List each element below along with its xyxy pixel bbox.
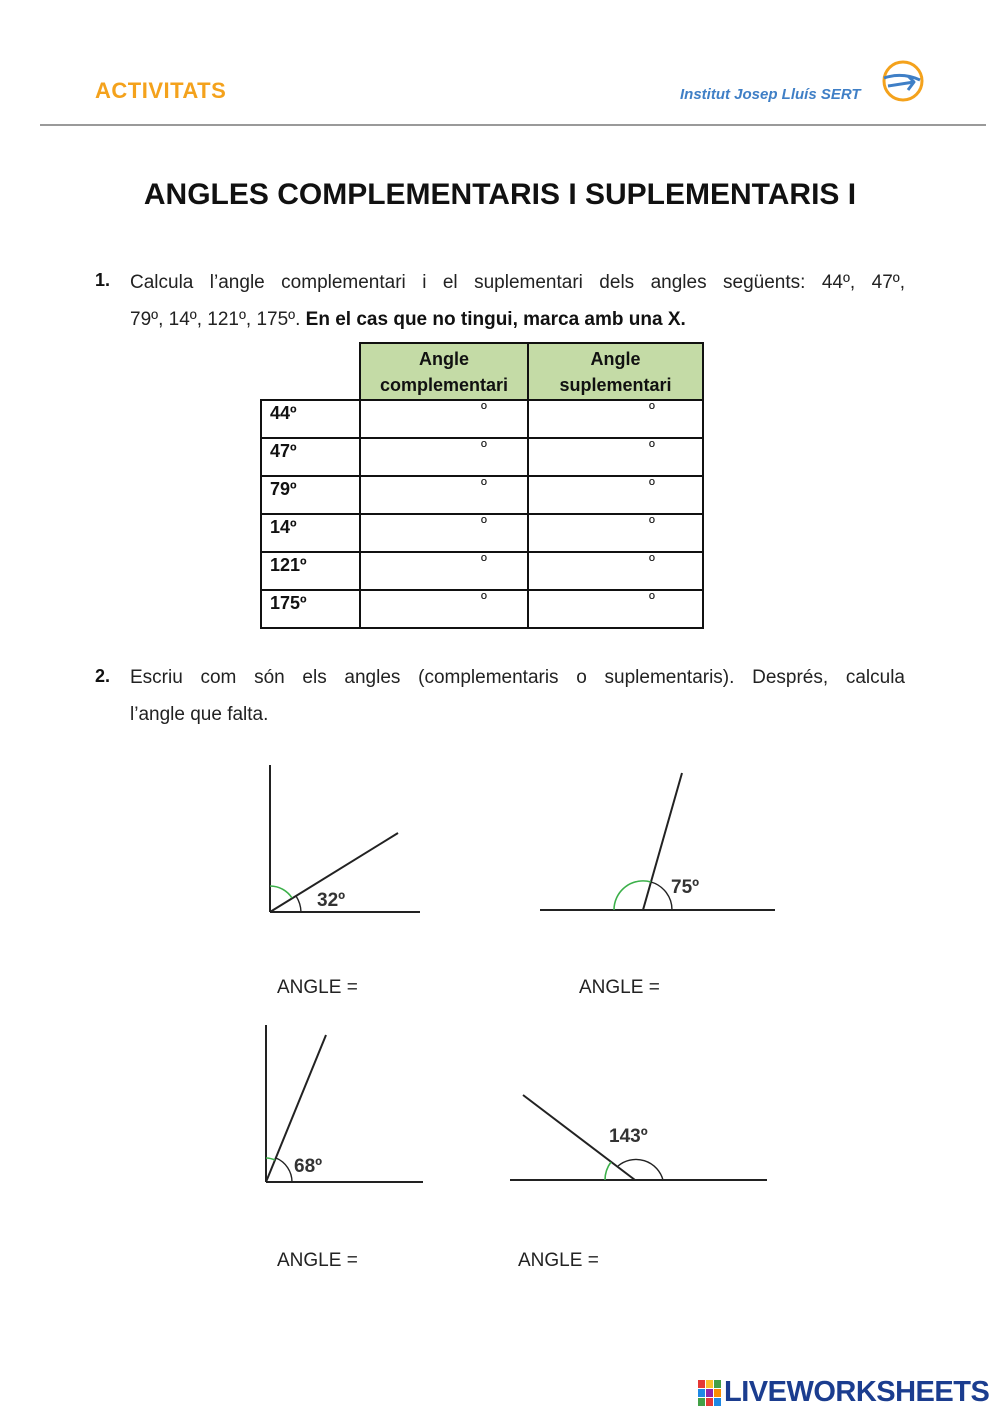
header-suplementari (528, 343, 703, 400)
answer-label-3: ANGLE = (277, 1250, 358, 1271)
header-complementari (360, 343, 528, 400)
angle-figure-3 (258, 1022, 428, 1190)
angle-figure-4 (505, 1088, 775, 1188)
question-1-number: 1. (95, 270, 111, 290)
table-row (261, 514, 703, 552)
angle-label-3: 68º (294, 1156, 323, 1177)
row-label: 47º (261, 438, 360, 476)
suplementari-answer-cell[interactable] (528, 514, 703, 552)
angle-figure-1 (260, 760, 430, 920)
complementari-answer-cell[interactable] (360, 438, 528, 476)
degree-symbol: º (481, 591, 487, 608)
suplementari-answer-cell[interactable] (528, 552, 703, 590)
degree-symbol: º (649, 401, 655, 418)
liveworksheets-logo-icon (697, 1378, 723, 1408)
activitats-heading: ACTIVITATS (95, 78, 227, 103)
question-1-line2-bold: En el cas que no tingui, marca amb una X. (305, 309, 686, 330)
question-2-text-line1: Escriu com són els angles (complementaris o suplementaris). Després, calcula (130, 667, 905, 688)
header-divider (40, 124, 986, 126)
header-complementari-line2: complementari (379, 374, 509, 395)
suplementari-answer-cell[interactable] (528, 438, 703, 476)
table-corner (261, 343, 360, 400)
degree-symbol: º (649, 515, 655, 532)
suplementari-answer-cell[interactable] (528, 476, 703, 514)
angle-figure-2 (535, 765, 780, 920)
degree-symbol: º (481, 515, 487, 532)
row-label: 121º (261, 552, 360, 590)
page-title: ANGLES COMPLEMENTARIS I SUPLEMENTARIS I (143, 178, 857, 211)
question-2-number: 2. (95, 666, 111, 686)
row-label: 79º (261, 476, 360, 514)
degree-symbol: º (481, 553, 487, 570)
degree-symbol: º (481, 401, 487, 418)
degree-symbol: º (649, 553, 655, 570)
institut-logo-icon (878, 60, 928, 102)
question-1-text-line1: Calcula l’angle complementari i el suplementari dels angles següents: 44º, 47º, (130, 272, 905, 293)
header-suplementari-line2: suplementari (559, 374, 672, 395)
complementari-answer-cell[interactable] (360, 400, 528, 438)
row-label: 14º (261, 514, 360, 552)
header-complementari-line1: Angle (418, 348, 469, 369)
answer-label-1: ANGLE = (277, 977, 358, 998)
row-label: 175º (261, 590, 360, 628)
table-row (261, 552, 703, 590)
complementari-answer-cell[interactable] (360, 514, 528, 552)
header-suplementari-line1: Angle (590, 348, 641, 369)
degree-symbol: º (649, 477, 655, 494)
degree-symbol: º (649, 591, 655, 608)
table-row (261, 476, 703, 514)
liveworksheets-brand[interactable]: LIVEWORKSHEETS (724, 1376, 990, 1408)
angle-label-4: 143º (609, 1126, 648, 1147)
question-1-line2-normal: 79º, 14º, 121º, 175º. (130, 309, 306, 330)
angles-table (260, 342, 704, 629)
degree-symbol: º (481, 477, 487, 494)
complementari-answer-cell[interactable] (360, 552, 528, 590)
answer-label-2: ANGLE = (579, 977, 660, 998)
complementari-answer-cell[interactable] (360, 590, 528, 628)
table-row (261, 400, 703, 438)
angle-label-2: 75º (671, 877, 700, 898)
question-1-text-line2 (130, 301, 686, 338)
table-row (261, 438, 703, 476)
answer-label-4: ANGLE = (518, 1250, 599, 1271)
degree-symbol: º (649, 439, 655, 456)
row-label: 44º (261, 400, 360, 438)
table-header-row (261, 343, 703, 400)
suplementari-answer-cell[interactable] (528, 400, 703, 438)
table-row (261, 590, 703, 628)
suplementari-answer-cell[interactable] (528, 590, 703, 628)
institut-name: Institut Josep Lluís SERT (680, 86, 861, 103)
complementari-answer-cell[interactable] (360, 476, 528, 514)
angle-label-1: 32º (317, 890, 346, 911)
degree-symbol: º (481, 439, 487, 456)
question-2-text-line2: l’angle que falta. (130, 704, 269, 725)
